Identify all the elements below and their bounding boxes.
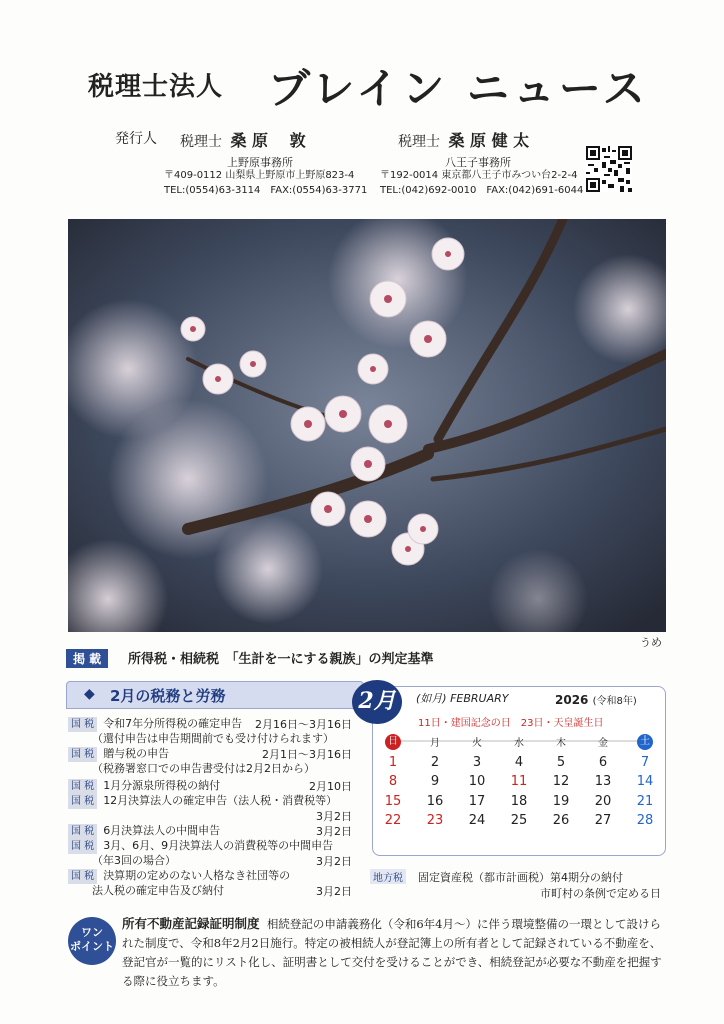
- tax-item-date: 3月2日: [316, 825, 352, 838]
- feature-headline[interactable]: 所得税・相続税 「生計を一にする親族」の判定基準: [128, 652, 434, 667]
- tax-category: 国 税: [68, 839, 97, 854]
- calendar-weekday: 日: [385, 734, 401, 750]
- calendar-day: 15: [384, 794, 402, 809]
- tax-accountant-label: 税理士: [398, 134, 440, 150]
- list-item: [68, 778, 220, 794]
- calendar-weekday: 土: [637, 734, 653, 750]
- list-item: [68, 838, 333, 854]
- firm-name: 税理士法人: [88, 72, 224, 102]
- calendar-day: 20: [594, 794, 612, 809]
- tax-category: 国 税: [68, 824, 97, 839]
- office-1-tel-line: TEL:(0554)63-3114 FAX:(0554)63-3771: [164, 185, 368, 196]
- calendar: [372, 686, 666, 856]
- list-item: （年3回の場合）: [92, 854, 176, 867]
- calendar-era: (令和8年): [592, 696, 637, 707]
- calendar-day: 5: [556, 755, 566, 770]
- calendar-day: 21: [636, 794, 654, 809]
- local-tax-text: 固定資産税（都市計画税）第4期分の納付: [418, 871, 623, 884]
- tax-category: 国 税: [68, 794, 97, 809]
- list-item: （税務署窓口での申告書受付は2月2日から）: [92, 762, 315, 775]
- list-item: [68, 823, 220, 839]
- office-1-addr-line: 〒409-0112 山梨県上野原市上野原823-4: [164, 170, 355, 181]
- tax-category: 国 税: [68, 747, 97, 762]
- calendar-day: 23: [426, 813, 444, 828]
- calendar-subtitle: (如月) FEBRUARY: [416, 692, 509, 705]
- publisher-label: 発行人: [115, 131, 157, 147]
- office-2-name: 八王子事務所: [445, 156, 511, 169]
- tax-item-text: 1月分源泉所得税の納付: [103, 779, 221, 792]
- calendar-day: 4: [514, 755, 524, 770]
- newsletter-title: ブレイン ニュース: [268, 64, 649, 113]
- calendar-day: 10: [468, 774, 486, 789]
- feature-tag: 掲 載: [66, 649, 108, 668]
- calendar-day: 9: [430, 774, 440, 789]
- one-point-heading: 所有不動産記録証明制度: [122, 916, 260, 931]
- one-point-body: [122, 914, 668, 991]
- local-tax-note: 市町村の条例で定める日: [540, 887, 661, 900]
- calendar-day: 19: [552, 794, 570, 809]
- tax-item-date: 2月1日～3月16日: [262, 748, 352, 761]
- calendar-day: 6: [598, 755, 608, 770]
- tax-item-date: 3月2日: [316, 810, 352, 823]
- list-item: 法人税の確定申告及び納付: [92, 884, 224, 897]
- calendar-day: 8: [388, 774, 398, 789]
- one-point-text: 相続登記の申請義務化（令和6年4月～）に伴う環境整備の一環として設けられた制度で、令和8年2月2日施行。特定の被相続人が登記簿上の所有者として記録されている不動産を、登記官が一覧的にリスト化し、証明書として交付を受けることができ、相続登記が必要な不動産を把握する際に役立ちます。: [122, 917, 662, 988]
- calendar-day: 22: [384, 813, 402, 828]
- calendar-day: 26: [552, 813, 570, 828]
- tax-item-date: 2月16日～3月16日: [255, 718, 352, 731]
- tax-accountant-label: 税理士: [180, 134, 222, 150]
- office-1-address: [164, 168, 367, 198]
- office-2-addr-line: 〒192-0014 東京都八王子市みつい台2-2-4: [380, 170, 578, 181]
- tax-item-date: 2月10日: [309, 780, 352, 793]
- calendar-weekday: 火: [472, 738, 482, 749]
- publisher-2: [398, 128, 529, 151]
- tax-item-text: 決算期の定めのない人格なき社団等の: [103, 869, 291, 882]
- calendar-year-number: 2026: [555, 693, 589, 707]
- calendar-weekday: 木: [556, 738, 566, 749]
- plum-blossom-photo: [68, 219, 666, 632]
- tax-schedule-title: 2月の税務と労務: [110, 687, 226, 705]
- calendar-day: 28: [636, 813, 654, 828]
- calendar-day: 1: [388, 755, 398, 770]
- calendar-day: 2: [430, 755, 440, 770]
- tax-category: 国 税: [68, 717, 97, 732]
- tax-item-text: 贈与税の申告: [103, 747, 170, 760]
- tax-category: 国 税: [68, 869, 97, 884]
- list-item: [68, 793, 337, 809]
- tax-category: 国 税: [68, 779, 97, 794]
- calendar-day: 7: [640, 755, 650, 770]
- publisher-1: [180, 128, 306, 151]
- calendar-weekday: 月: [430, 738, 440, 749]
- calendar-day: 17: [468, 794, 486, 809]
- calendar-month-badge: 2月: [352, 680, 402, 724]
- tax-item-text: 3月、6月、9月決算法人の消費税等の中間申告: [103, 839, 334, 852]
- calendar-day: 14: [636, 774, 654, 789]
- diamond-icon: ◆: [84, 686, 95, 702]
- tax-item-date: 3月2日: [316, 885, 352, 898]
- publisher-2-name: 桑 原 健 太: [448, 131, 530, 150]
- calendar-weekday: 金: [598, 738, 608, 749]
- calendar-day: 11: [510, 774, 528, 789]
- calendar-day: 24: [468, 813, 486, 828]
- local-tax-tag: 地方税: [370, 869, 406, 884]
- calendar-weekday: 水: [514, 738, 524, 749]
- list-item: [68, 716, 242, 732]
- calendar-year: [555, 692, 637, 707]
- calendar-day: 12: [552, 774, 570, 789]
- publisher-1-name: 桑 原 敦: [230, 131, 306, 150]
- calendar-day: 13: [594, 774, 612, 789]
- office-2-tel-line: TEL:(042)692-0010 FAX:(042)691-6044: [380, 185, 584, 196]
- list-item: [68, 868, 290, 884]
- calendar-day: 3: [472, 755, 482, 770]
- list-item: （還付申告は申告期間前でも受け付けられます）: [92, 732, 334, 745]
- photo-caption: うめ: [640, 636, 662, 649]
- tax-item-text: 12月決算法人の確定申告（法人税・消費税等）: [103, 794, 338, 807]
- calendar-day: 27: [594, 813, 612, 828]
- calendar-day: 18: [510, 794, 528, 809]
- tax-item-date: 3月2日: [316, 855, 352, 868]
- list-item: [68, 746, 169, 762]
- tax-item-text: 6月決算法人の中間申告: [103, 824, 221, 837]
- qr-code-icon[interactable]: [586, 146, 632, 192]
- office-1-name: 上野原事務所: [227, 156, 293, 169]
- calendar-day: 16: [426, 794, 444, 809]
- tax-item-text: 令和7年分所得税の確定申告: [103, 717, 243, 730]
- office-2-address: [380, 168, 583, 198]
- calendar-holidays: 11日・建国記念の日 23日・天皇誕生日: [418, 718, 604, 729]
- one-point-badge-line2: ポイント: [70, 940, 114, 953]
- one-point-badge: [68, 917, 116, 965]
- one-point-badge-line1: ワン: [81, 926, 103, 939]
- calendar-day: 25: [510, 813, 528, 828]
